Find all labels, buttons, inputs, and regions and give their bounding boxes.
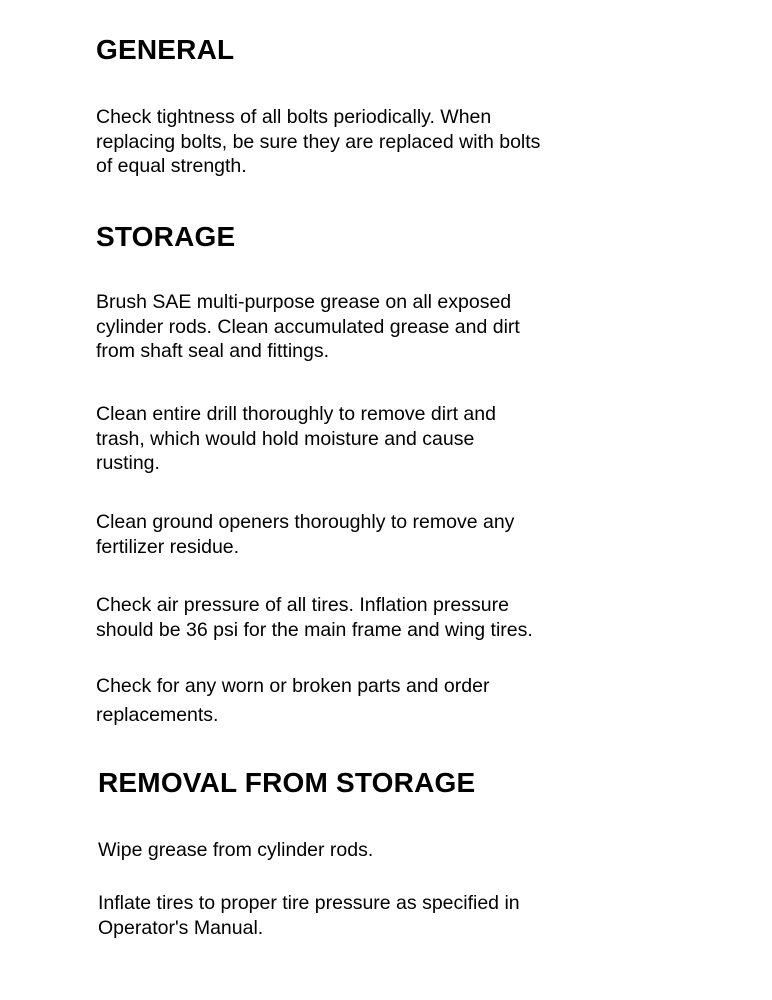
text-line: trash, which would hold moisture and cause (96, 427, 475, 450)
text-line: replacements. (96, 703, 219, 726)
text-line: rusting. (96, 452, 160, 474)
paragraph-tire-pressure (96, 593, 636, 642)
paragraph-bolt-tightness (96, 105, 636, 179)
text-line: Brush SAE multi-purpose grease on all exposed (96, 291, 512, 313)
text-line: Wipe grease from cylinder rods. (98, 839, 374, 861)
text-line: of equal strength. (96, 155, 247, 177)
section-heading-storage: STORAGE (96, 221, 236, 252)
text-line: cylinder rods. Clean accumulated grease and dirt (96, 315, 520, 338)
text-line: Inflate tires to proper tire pressure as specified in (98, 892, 520, 914)
text-line: Check tightness of all bolts periodically. When (96, 106, 492, 128)
text-line: Check for any worn or broken parts and order (96, 675, 490, 697)
text-line: fertilizer residue. (96, 535, 240, 558)
section-heading-removal-from-storage: REMOVAL FROM STORAGE (98, 767, 476, 798)
text-line: Check air pressure of all tires. Inflation pressure (96, 594, 509, 616)
text-line: Clean entire drill thoroughly to remove dirt and (96, 403, 496, 425)
paragraph-inflate-tires (98, 891, 638, 940)
paragraph-clean-drill (96, 402, 636, 476)
paragraph-clean-openers (96, 510, 636, 559)
text-line: should be 36 psi for the main frame and wing tires. (96, 618, 533, 641)
section-heading-general: GENERAL (96, 34, 235, 65)
paragraph-grease-rods (96, 290, 636, 364)
text-line: replacing bolts, be sure they are replaced with bolts (96, 130, 541, 153)
text-line: Operator's Manual. (98, 916, 264, 939)
text-line: from shaft seal and fittings. (96, 340, 330, 362)
paragraph-wipe-grease (98, 838, 638, 863)
text-line: Clean ground openers thoroughly to remove any (96, 511, 515, 533)
paragraph-worn-parts (96, 674, 636, 727)
